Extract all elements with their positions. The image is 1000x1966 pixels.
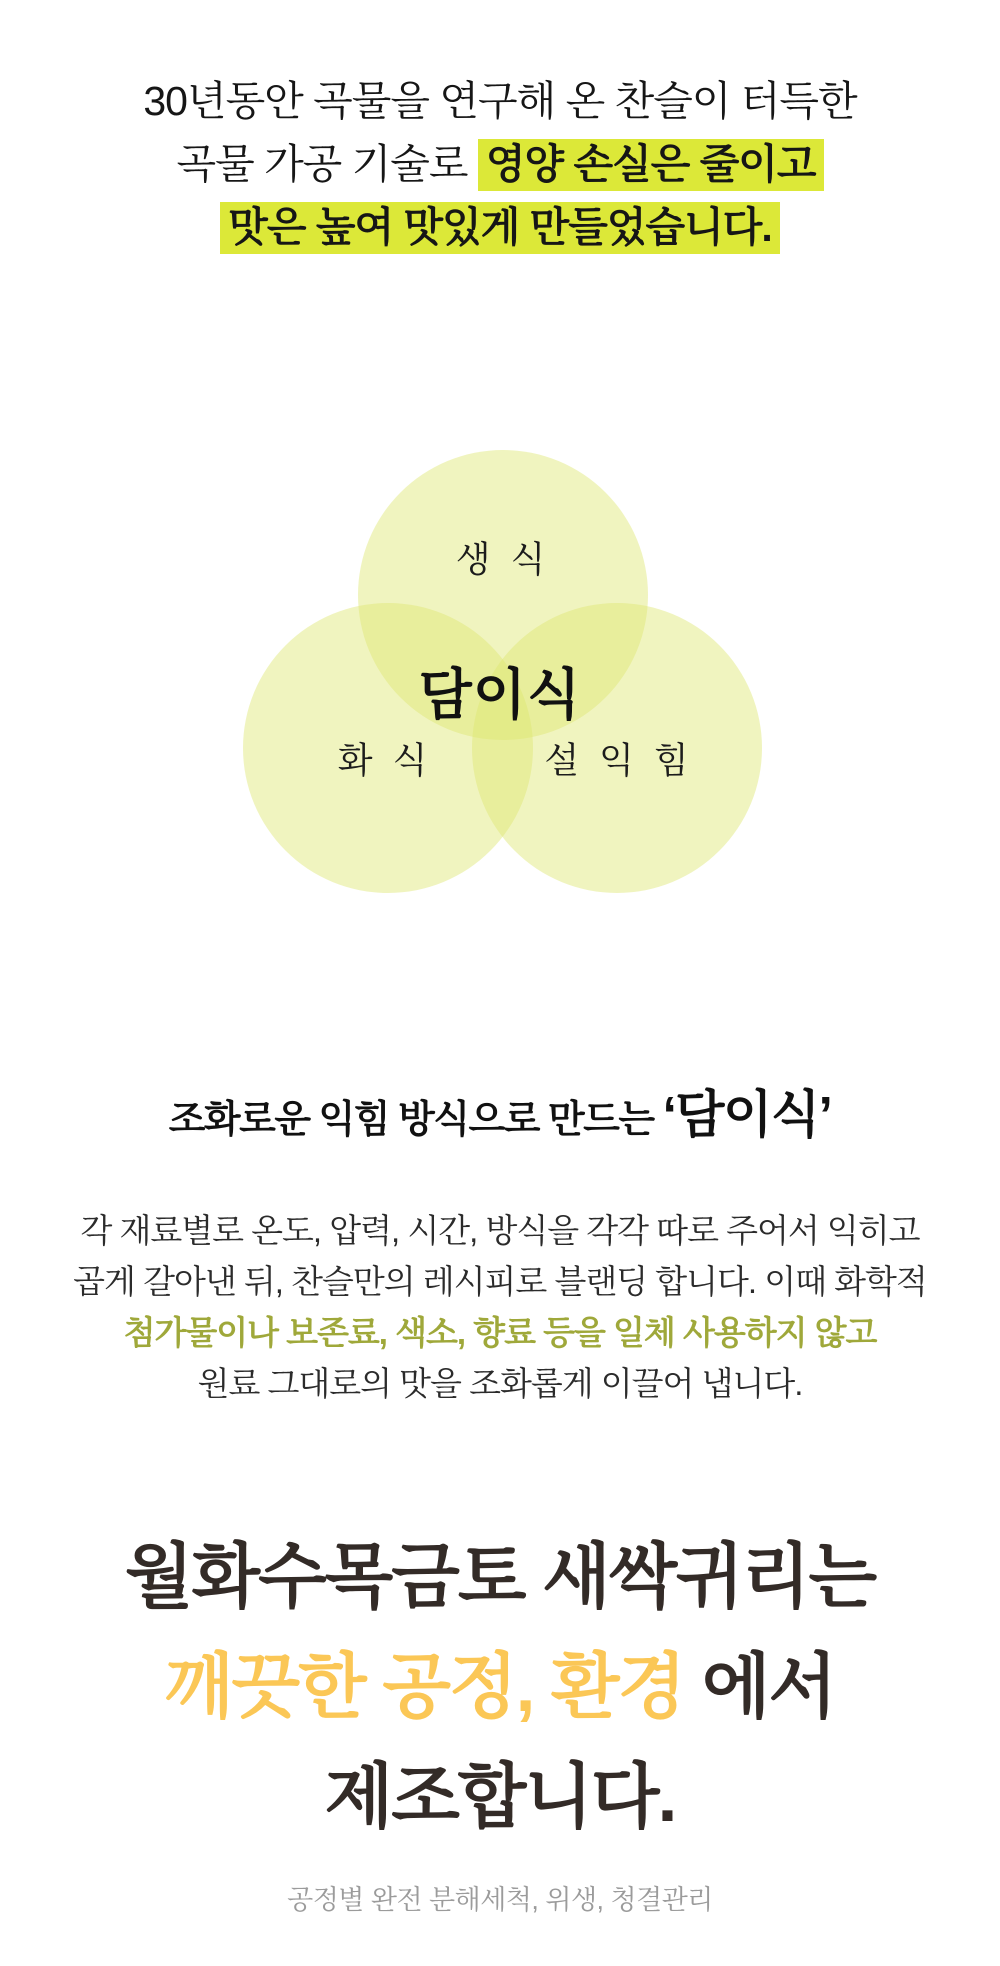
method-heading-prefix: 조화로운 익힘 방식으로 만드는 — [168, 1099, 663, 1141]
factory-line-3: 제조합니다. — [324, 1758, 676, 1837]
method-body-line-2: 곱게 갈아낸 뒤, 찬슬만의 레시피로 블랜딩 합니다. 이때 화학적 — [73, 1263, 927, 1300]
intro-line-1-text: 30년동안 곡물을 연구해 온 찬슬이 터득한 — [143, 78, 857, 124]
venn-label-half-cooked: 설 익 힘 — [544, 739, 694, 781]
factory-line-2-highlight: 깨끗한 공정, 환경 — [164, 1648, 685, 1727]
method-body-line-4: 원료 그대로의 맛을 조화롭게 이끌어 냅니다. — [197, 1365, 803, 1402]
intro-line-3 — [0, 196, 1000, 259]
intro-line-2-prefix: 곡물 가공 기술로 — [176, 141, 478, 187]
method-heading — [0, 1085, 1000, 1158]
method-body — [0, 1205, 1000, 1409]
factory-line-2-suffix: 에서 — [684, 1648, 836, 1727]
venn-label-center-damisik: 담이식 — [418, 663, 582, 726]
intro-line-3-highlight: 맛은 높여 맛있게 만들었습니다. — [220, 202, 779, 254]
intro-copy — [0, 70, 1000, 259]
method-heading-emphasis: ‘담이식’ — [662, 1086, 832, 1143]
factory-line-1: 월화수목금토 새싹귀리는 — [124, 1538, 876, 1617]
intro-line-2 — [0, 133, 1000, 196]
intro-line-2-highlight: 영양 손실은 줄이고 — [478, 139, 824, 191]
intro-line-1 — [0, 70, 1000, 133]
factory-line-2 — [0, 1633, 1000, 1743]
venn-label-raw-food: 생 식 — [455, 538, 551, 580]
method-body-line-3-no-additives: 첨가물이나 보존료, 색소, 향료 등을 일체 사용하지 않고 — [123, 1314, 877, 1351]
method-body-line-1: 각 재료별로 온도, 압력, 시간, 방식을 각각 따로 주어서 익히고 — [80, 1212, 920, 1249]
factory-statement — [0, 1523, 1000, 1853]
venn-label-fire-cooked: 화 식 — [337, 739, 433, 781]
hygiene-caption: 공정별 완전 분해세척, 위생, 청결관리 — [287, 1885, 713, 1915]
cooking-method-venn-diagram — [0, 450, 1000, 895]
